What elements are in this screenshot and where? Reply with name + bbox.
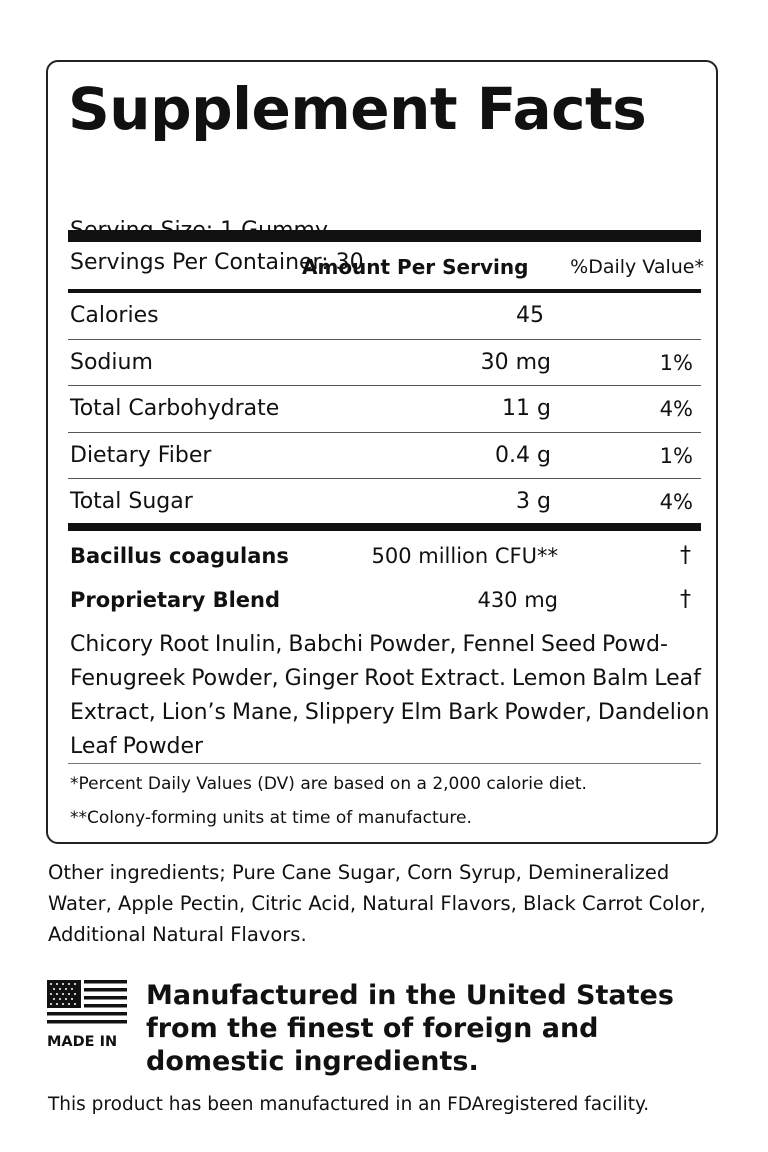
footnote-cfu: **Colony-forming units at time of manufacture. [70, 808, 472, 828]
nutrient-dv: 1% [659, 351, 693, 375]
nutrient-amount: 11 g [502, 396, 551, 421]
nutrient-amount: 30 mg [480, 350, 551, 375]
nutrient-dv: 4% [659, 490, 693, 514]
nutrient-name: Dietary Fiber [70, 443, 212, 468]
ingredient-amount: 500 million CFU** [371, 544, 558, 568]
flag-icon [47, 980, 127, 1060]
servings-per-container: Servings Per Container: 30 [70, 250, 364, 275]
thick-divider-middle [68, 523, 701, 531]
facility-note: This product has been manufactured in an FDAregistered facility. [48, 1094, 650, 1115]
ingredient-row [68, 580, 701, 620]
ingredient-name: Bacillus coagulans [70, 544, 289, 568]
ingredient-row [68, 536, 701, 576]
nutrient-amount: 45 [516, 303, 544, 328]
nutrient-name: Total Sugar [70, 489, 193, 514]
dagger-mark: † [680, 587, 691, 612]
nutrient-row [68, 479, 701, 525]
nutrient-row [68, 293, 701, 339]
nutrient-name: Sodium [70, 350, 153, 375]
nutrient-dv: 4% [659, 397, 693, 421]
nutrient-row [68, 340, 701, 386]
made-in-badge-text: MADE IN [47, 1034, 118, 1050]
other-ingredients: Other ingredients; Pure Cane Sugar, Corn Syrup, Demineralized Water, Apple Pectin, Citric Acid, Natural Flavors, Black Carrot Color, Additional Natural Flavors. [48, 861, 706, 946]
supplement-facts-panel [46, 60, 718, 844]
nutrient-row [68, 433, 701, 479]
panel-title: Supplement Facts [68, 75, 647, 143]
made-in-statement: Manufactured in the United States from the finest of foreign and domestic ingredients. [146, 980, 674, 1077]
ingredient-amount: 430 mg [477, 588, 558, 612]
nutrient-amount: 3 g [516, 489, 551, 514]
header-daily-value: %Daily Value* [570, 256, 704, 278]
footnote-divider [68, 763, 701, 764]
nutrient-name: Total Carbohydrate [70, 396, 280, 421]
nutrient-name: Calories [70, 303, 159, 328]
nutrient-dv: 1% [659, 444, 693, 468]
blend-ingredients: Chicory Root Inulin, Babchi Powder, Fennel Seed Powd- Fenugreek Powder, Ginger Root Extract. Lemon Balm Leaf Extract, Lion’s Mane, Slippery Elm Bark Powder, Dandelion Leaf Powder [70, 632, 710, 759]
ingredient-name: Proprietary Blend [70, 588, 280, 612]
nutrient-row [68, 386, 701, 432]
footnote-daily-value: *Percent Daily Values (DV) are based on a 2,000 calorie diet. [70, 774, 587, 794]
nutrient-amount: 0.4 g [495, 443, 551, 468]
header-amount-per-serving: Amount Per Serving [302, 255, 529, 279]
thick-divider-top [68, 230, 701, 242]
dagger-mark: † [680, 543, 691, 568]
